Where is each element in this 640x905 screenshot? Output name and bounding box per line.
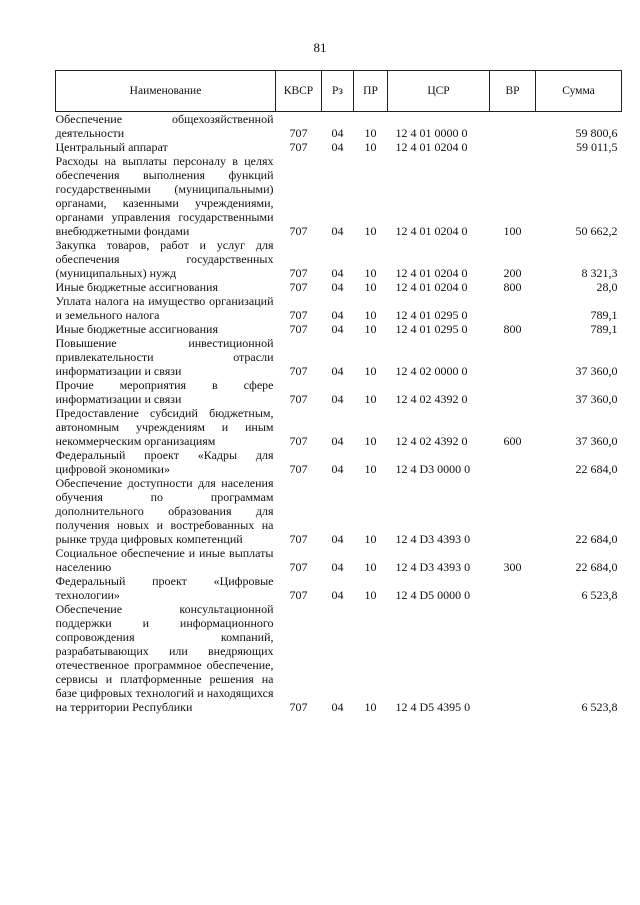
cell-csr: 12 4 D5 4395 0: [395, 700, 471, 714]
cell-sum: 37 360,0: [575, 364, 618, 378]
cell-vr: 200: [503, 266, 522, 280]
cell-vr: 800: [503, 322, 522, 336]
cell-pr: 10: [364, 126, 377, 140]
cell-csr: 12 4 D3 4393 0: [395, 560, 471, 574]
cell-sum: 22 684,0: [575, 532, 618, 546]
cell-vr: [490, 476, 536, 546]
header-sum: Сумма: [536, 71, 622, 112]
cell-kvsr: 707: [289, 560, 308, 574]
table-row: [56, 476, 622, 546]
cell-vr: [490, 448, 536, 476]
cell-sum: 50 662,2: [575, 224, 618, 238]
cell-csr: 12 4 01 0204 0: [395, 280, 468, 294]
cell-sum: 8 321,3: [581, 266, 618, 280]
cell-sum: 59 011,5: [575, 140, 618, 154]
cell-rz: 04: [331, 364, 344, 378]
cell-sum: 6 523,8: [581, 700, 618, 714]
cell-sum: 22 684,0: [575, 462, 618, 476]
table-row: [56, 574, 622, 602]
cell-name: Иные бюджетные ассигнования: [55, 322, 218, 336]
table-row: [56, 602, 622, 714]
cell-sum: 59 800,6: [575, 126, 618, 140]
cell-rz: 04: [331, 434, 344, 448]
cell-sum: 37 360,0: [575, 434, 618, 448]
cell-pr: 10: [364, 266, 377, 280]
cell-rz: 04: [331, 700, 344, 714]
cell-sum: 789,1: [590, 322, 618, 336]
header-vr: ВР: [490, 71, 536, 112]
cell-pr: 10: [364, 280, 377, 294]
cell-sum: 37 360,0: [575, 392, 618, 406]
cell-kvsr: 707: [289, 308, 308, 322]
cell-name: Обеспечение общехозяйственной деятельности: [55, 112, 274, 140]
header-name: Наименование: [56, 71, 276, 112]
cell-name: Социальное обеспечение и иные выплаты населению: [55, 546, 274, 574]
cell-pr: 10: [364, 462, 377, 476]
cell-kvsr: 707: [289, 392, 308, 406]
table-row: [56, 322, 622, 336]
cell-csr: 12 4 02 4392 0: [395, 392, 468, 406]
cell-vr: [490, 378, 536, 406]
cell-pr: 10: [364, 224, 377, 238]
header-kvsr: КВСР: [276, 71, 322, 112]
cell-vr: [490, 574, 536, 602]
table-header-row: [56, 71, 622, 112]
cell-csr: 12 4 01 0000 0: [395, 126, 468, 140]
header-csr: ЦСР: [388, 71, 490, 112]
table-row: [56, 336, 622, 378]
cell-kvsr: 707: [289, 462, 308, 476]
cell-name: Закупка товаров, работ и услуг для обеспечения государственных (муниципальных) нужд: [55, 238, 274, 280]
cell-pr: 10: [364, 364, 377, 378]
cell-vr: 800: [503, 280, 522, 294]
cell-kvsr: 707: [289, 700, 308, 714]
cell-name: Расходы на выплаты персоналу в целях обеспечения выполнения функций государственными (муниципальными) органами, казенными учреждениями, органами управления государственными внебюджетными фондами: [55, 154, 274, 238]
table-row: [56, 238, 622, 280]
cell-pr: 10: [364, 434, 377, 448]
cell-kvsr: 707: [289, 280, 308, 294]
cell-csr: 12 4 01 0295 0: [395, 322, 468, 336]
cell-csr: 12 4 D5 0000 0: [395, 588, 471, 602]
cell-rz: 04: [331, 280, 344, 294]
cell-sum: 22 684,0: [575, 560, 618, 574]
cell-csr: 12 4 D3 0000 0: [395, 462, 471, 476]
cell-name: Предоставление субсидий бюджетным, автономным учреждениям и иным некоммерческим организациям: [55, 406, 274, 448]
cell-name: Центральный аппарат: [55, 140, 168, 154]
budget-table: [55, 70, 622, 714]
table-row: [56, 154, 622, 238]
cell-rz: 04: [331, 560, 344, 574]
table-row: [56, 140, 622, 154]
cell-pr: 10: [364, 700, 377, 714]
cell-sum: 789,1: [590, 308, 618, 322]
cell-kvsr: 707: [289, 364, 308, 378]
table-row: [56, 448, 622, 476]
cell-csr: 12 4 01 0204 0: [395, 266, 468, 280]
cell-vr: [490, 140, 536, 154]
table-row: [56, 378, 622, 406]
cell-csr: 12 4 01 0295 0: [395, 308, 468, 322]
header-pr: ПР: [354, 71, 388, 112]
cell-rz: 04: [331, 462, 344, 476]
cell-kvsr: 707: [289, 224, 308, 238]
cell-csr: 12 4 01 0204 0: [395, 224, 468, 238]
cell-pr: 10: [364, 392, 377, 406]
cell-pr: 10: [364, 308, 377, 322]
cell-name: Уплата налога на имущество организаций и земельного налога: [55, 294, 274, 322]
cell-csr: 12 4 D3 4393 0: [395, 532, 471, 546]
cell-vr: 300: [503, 560, 522, 574]
table-row: [56, 546, 622, 574]
cell-rz: 04: [331, 392, 344, 406]
cell-rz: 04: [331, 266, 344, 280]
cell-rz: 04: [331, 532, 344, 546]
cell-name: Федеральный проект «Кадры для цифровой экономики»: [55, 448, 274, 476]
cell-name: Федеральный проект «Цифровые технологии»: [55, 574, 274, 602]
cell-name: Иные бюджетные ассигнования: [55, 280, 218, 294]
table-row: [56, 112, 622, 141]
cell-vr: 600: [503, 434, 522, 448]
cell-rz: 04: [331, 126, 344, 140]
cell-vr: [490, 112, 536, 141]
cell-vr: [490, 602, 536, 714]
cell-rz: 04: [331, 224, 344, 238]
cell-pr: 10: [364, 588, 377, 602]
cell-csr: 12 4 02 4392 0: [395, 434, 468, 448]
cell-csr: 12 4 02 0000 0: [395, 364, 468, 378]
cell-kvsr: 707: [289, 434, 308, 448]
cell-kvsr: 707: [289, 126, 308, 140]
cell-kvsr: 707: [289, 532, 308, 546]
cell-name: Обеспечение доступности для населения обучения по программам дополнительного образования для получения новых и востребованных на рынке труда цифровых компетенций: [55, 476, 274, 546]
cell-pr: 10: [364, 322, 377, 336]
cell-csr: 12 4 01 0204 0: [395, 140, 468, 154]
cell-kvsr: 707: [289, 588, 308, 602]
cell-rz: 04: [331, 308, 344, 322]
page-number: 81: [313, 40, 327, 55]
cell-vr: [490, 336, 536, 378]
cell-rz: 04: [331, 140, 344, 154]
cell-name: Обеспечение консультационной поддержки и информационного сопровождения компаний, разрабатывающих или внедряющих отечественное программное обеспечение, сервисы и платформенные решения на базе цифровых технологий и находящихся на территории Республики: [55, 602, 274, 714]
cell-rz: 04: [331, 322, 344, 336]
cell-pr: 10: [364, 140, 377, 154]
cell-name: Прочие мероприятия в сфере информатизации и связи: [55, 378, 274, 406]
cell-kvsr: 707: [289, 322, 308, 336]
cell-kvsr: 707: [289, 266, 308, 280]
cell-sum: 6 523,8: [581, 588, 618, 602]
cell-pr: 10: [364, 560, 377, 574]
cell-pr: 10: [364, 532, 377, 546]
cell-name: Повышение инвестиционной привлекательности отрасли информатизации и связи: [55, 336, 274, 378]
table-row: [56, 280, 622, 294]
cell-vr: 100: [503, 224, 522, 238]
header-rz: Рз: [322, 71, 354, 112]
table-row: [56, 406, 622, 448]
cell-kvsr: 707: [289, 140, 308, 154]
cell-sum: 28,0: [596, 280, 618, 294]
cell-vr: [490, 294, 536, 322]
table-row: [56, 294, 622, 322]
table-body: [56, 112, 622, 715]
cell-rz: 04: [331, 588, 344, 602]
